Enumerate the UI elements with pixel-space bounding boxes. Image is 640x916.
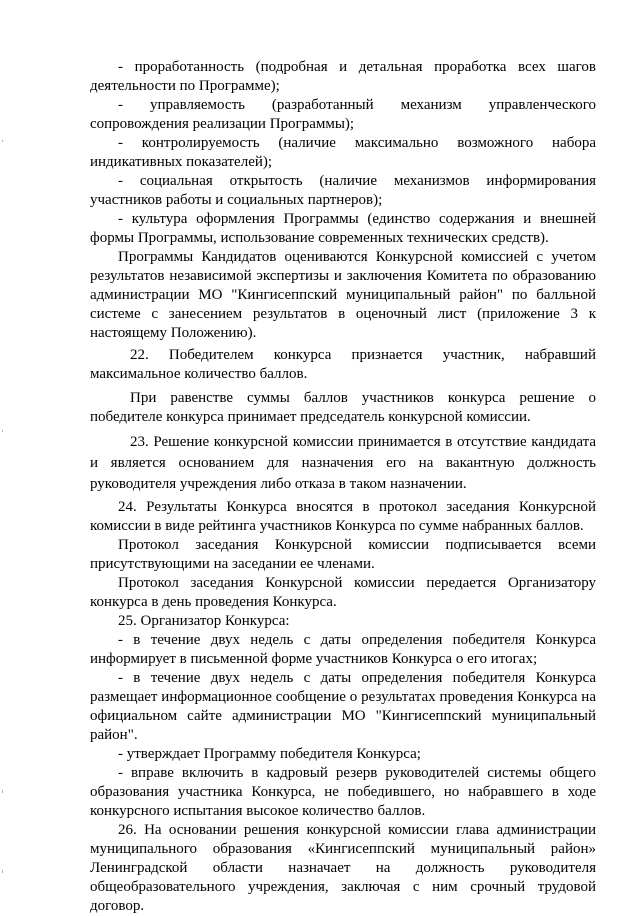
scan-edge-mark — [2, 790, 3, 793]
list-item-reserve: - вправе включить в кадровый резерв руководителей системы общего образования участника Конкурса, не победившего, но набравшего в ходе конкурсного испытания высокое количество баллов. — [90, 765, 596, 819]
clause-26: 26. На основании решения конкурсной комиссии глава администрации муниципального образования «Кингисеппский муниципальный район» Ленинградской области назначает на должность руководителя общеобразовательного учреждения, заключая с ним срочный трудовой договор. — [90, 822, 596, 914]
list-item-controllability: - контролируемость (наличие максимально возможного набора индикативных показателей); — [90, 135, 596, 170]
list-item-publish: - в течение двух недель с даты определения победителя Конкурса размещает информационное сообщение о результатах проведения Конкурса на официальном сайте администрации МО "Кингисеппский муниципальный район". — [90, 670, 596, 743]
paragraph-protocol-transfer: Протокол заседания Конкурсной комиссии передается Организатору конкурса в день проведения Конкурса. — [90, 575, 596, 610]
paragraph-evaluation: Программы Кандидатов оцениваются Конкурсной комиссией с учетом результатов независимой экспертизы и заключения Комитета по образованию администрации МО "Кингисеппский муниципальный район" по балльной системе с занесением результатов в оценочный лист (приложение 3 к настоящему Положению). — [90, 249, 596, 341]
paragraph-equal-scores: При равенстве суммы баллов участников конкурса решение о победителе конкурса принимает председатель конкурсной комиссии. — [90, 390, 596, 425]
clause-23: 23. Решение конкурсной комиссии принимается в отсутствие кандидата и является основанием для назначения его на вакантную должность руководителя учреждения либо отказа в таком назначении. — [90, 434, 596, 492]
list-item-openness: - социальная открытость (наличие механизмов информирования участников работы и социальных партнеров); — [90, 173, 596, 208]
scan-edge-mark — [2, 430, 3, 432]
document-page — [90, 58, 596, 916]
clause-22: 22. Победителем конкурса признается участник, набравший максимальное количество баллов. — [90, 347, 596, 382]
clause-24: 24. Результаты Конкурса вносятся в протокол заседания Конкурсной комиссии в виде рейтинга участников Конкурса по сумме набранных баллов. — [90, 499, 596, 534]
list-item-design-culture: - культура оформления Программы (единство содержания и внешней формы Программы, использование современных технических средств). — [90, 211, 596, 246]
list-item-elaboration: - проработанность (подробная и детальная проработка всех шагов деятельности по Программе); — [90, 59, 596, 94]
list-item-manageability: - управляемость (разработанный механизм управленческого сопровождения реализации Программы); — [90, 97, 596, 132]
paragraph-protocol-signing: Протокол заседания Конкурсной комиссии подписывается всеми присутствующими на заседании ее членами. — [90, 537, 596, 572]
scan-edge-mark — [2, 140, 3, 142]
clause-25: 25. Организатор Конкурса: — [118, 613, 290, 629]
list-item-inform: - в течение двух недель с даты определения победителя Конкурса информирует в письменной форме участников Конкурса о его итогах; — [90, 632, 596, 667]
scan-edge-mark — [2, 870, 3, 873]
list-item-approve: - утверждает Программу победителя Конкурса; — [118, 746, 421, 762]
